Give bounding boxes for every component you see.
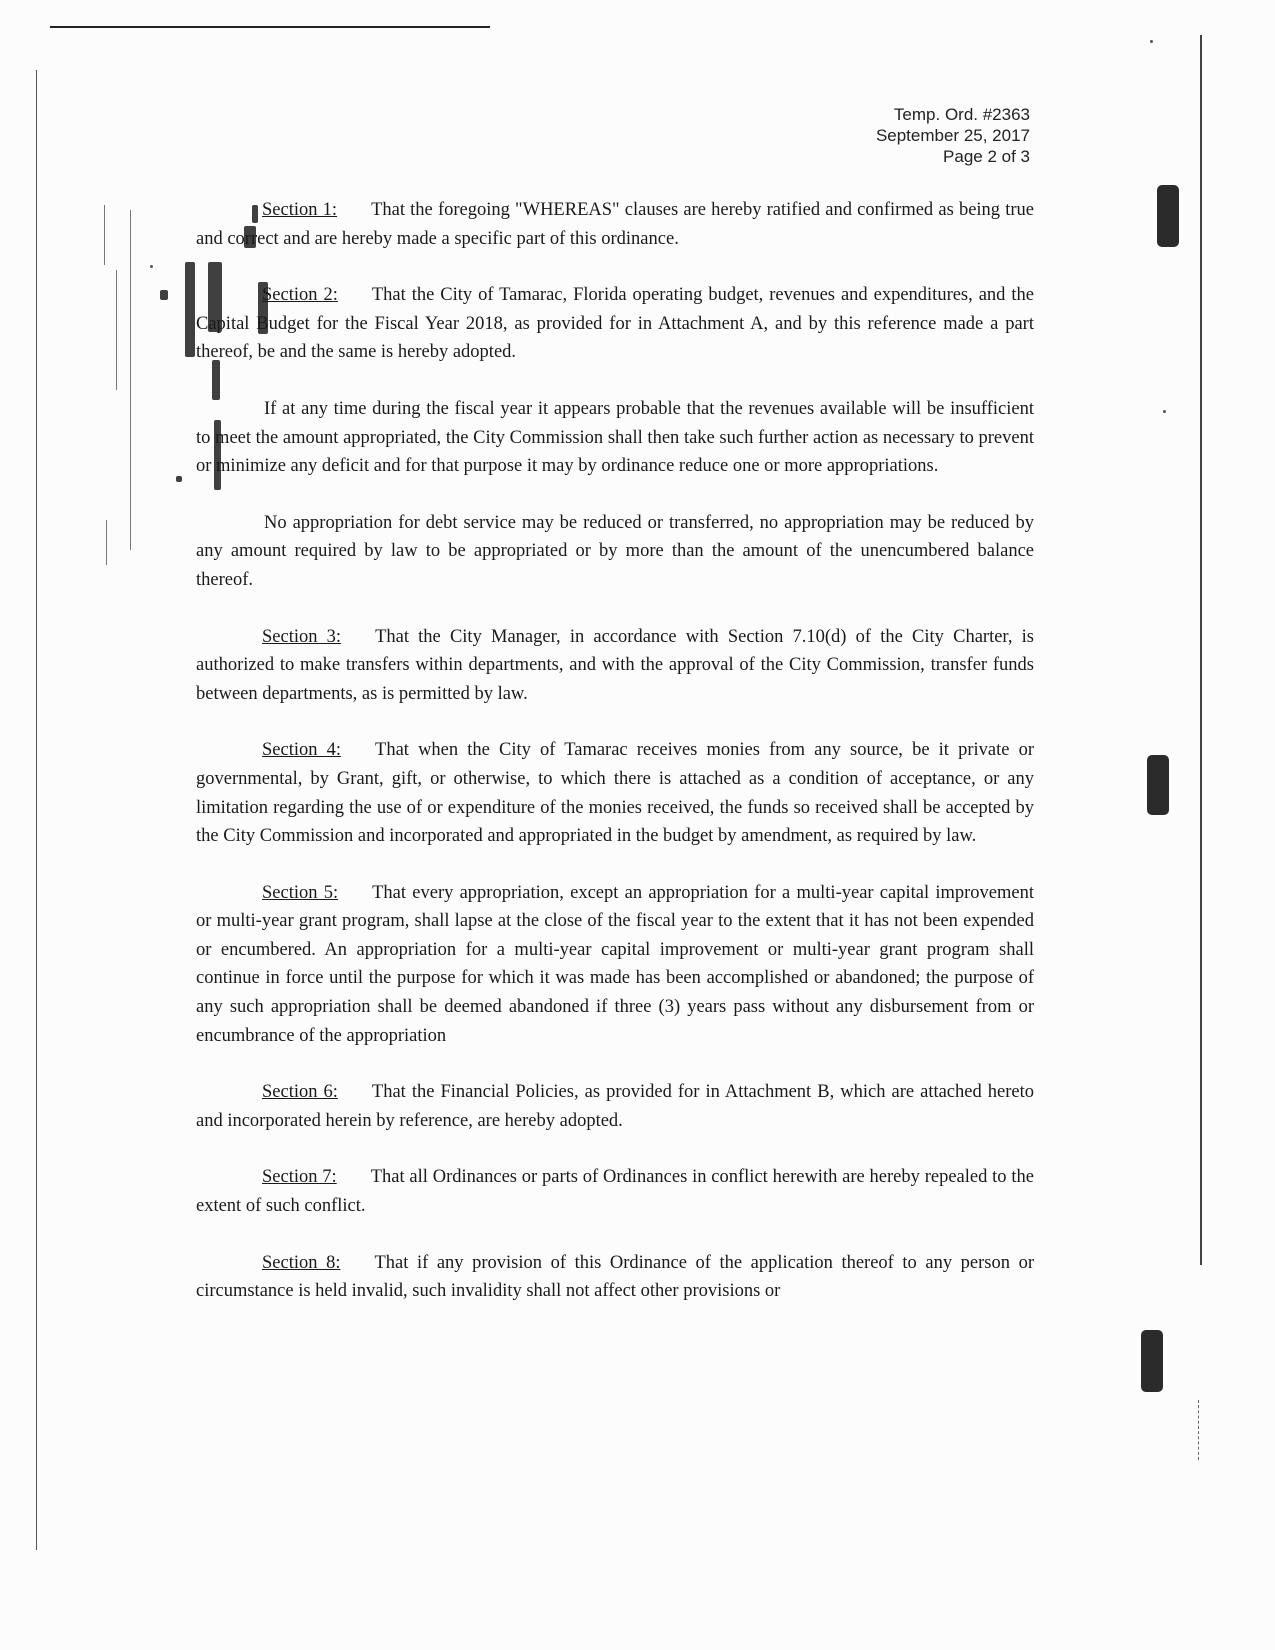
section-3 — [196, 623, 1034, 709]
document-header — [876, 104, 1030, 167]
scan-speck — [150, 265, 153, 268]
section-text: That the foregoing "WHEREAS" clauses are hereby ratified and confirmed as being true and correct and are hereby made a specific part of this ordinance. — [196, 200, 1034, 249]
binder-tab-top — [1157, 185, 1179, 247]
section-label: Section 7: — [262, 1167, 337, 1188]
section-text: That when the City of Tamarac receives monies from any source, be it private or governmental, by Grant, gift, or otherwise, to which there is attached as a condition of acceptance, or any limitation regarding the use of or expenditure of the monies received, the funds so received shall be accepted by the City Commission and incorporated and appropriated in the budget by amendment, as required by law. — [196, 740, 1034, 847]
ordinance-number: Temp. Ord. #2363 — [893, 105, 1030, 124]
section-8 — [196, 1249, 1034, 1306]
scan-smudge — [176, 476, 182, 482]
section-text: That all Ordinances or parts of Ordinances in conflict herewith are hereby repealed to the extent of such conflict. — [196, 1167, 1034, 1217]
section-6 — [196, 1078, 1034, 1135]
section-label: Section 5: — [262, 882, 339, 903]
binder-tab-bottom — [1141, 1330, 1163, 1392]
section-label: Section 2: — [262, 285, 338, 306]
section-text: That the City of Tamarac, Florida operating budget, revenues and expenditures, and the Capital Budget for the Fiscal Year 2018, as provided for in Attachment A, and by this reference made a part thereof, be and the same is hereby adopted. — [196, 285, 1034, 363]
paragraph-text: If at any time during the fiscal year it appears probable that the revenues available will be insufficient to meet the amount appropriated, the City Commission shall then take such further action as necessary to prevent or minimize any deficit and for that purpose it may by ordinance reduce one or more appropriations. — [196, 398, 1034, 477]
ordinance-date: September 25, 2017 — [875, 126, 1030, 145]
section-text: That every appropriation, except an appropriation for a multi-year capital improvement or multi-year grant program, shall lapse at the close of the fiscal year to the extent that it has not been expended or encumbered. An appropriation for a multi-year capital improvement or multi-year grant program shall continue in force until the purpose for which it was made has been accomplished or abandoned; the purpose of any such appropriation shall be deemed abandoned if three (3) years pass without any disbursement from or encumbrance of the appropriation — [196, 882, 1034, 1046]
section-label: Section 1: — [262, 200, 338, 220]
scan-top-rule — [50, 26, 490, 28]
section-2-paragraph-3 — [196, 509, 1034, 595]
section-text: That if any provision of this Ordinance of the application thereof to any person or circumstance is held invalid, such invalidity shall not affect other provisions or — [196, 1252, 1034, 1302]
scan-mark — [104, 205, 105, 265]
scan-mark — [106, 520, 107, 565]
page-number: Page 2 of 3 — [943, 147, 1030, 166]
scan-right-edge — [1200, 35, 1202, 1265]
scan-speck — [1150, 40, 1153, 43]
section-5 — [196, 879, 1034, 1051]
section-label: Section 6: — [262, 1082, 338, 1103]
scan-smudge — [160, 290, 168, 300]
document-body — [196, 196, 1034, 1334]
paragraph-text: No appropriation for debt service may be reduced or transferred, no appropriation may be reduced by any amount required by law to be appropriated or by more than the amount of the unencumbered balance thereof. — [196, 512, 1034, 590]
section-text: That the City Manager, in accordance with Section 7.10(d) of the City Charter, is authorized to make transfers within departments, and with the approval of the City Commission, transfer funds between departments, as is permitted by law. — [196, 626, 1034, 704]
scan-right-dash — [1198, 1400, 1200, 1460]
section-2 — [196, 281, 1034, 367]
section-label: Section 4: — [262, 740, 342, 761]
scan-mark — [130, 210, 131, 550]
scan-mark — [116, 270, 117, 390]
scan-smudge — [185, 262, 195, 357]
section-1 — [196, 196, 1034, 253]
scan-speck — [1163, 410, 1166, 413]
section-text: That the Financial Policies, as provided for in Attachment B, which are attached hereto and incorporated herein by reference, are hereby adopted. — [196, 1082, 1034, 1131]
section-2-paragraph-2 — [196, 395, 1034, 481]
scan-left-edge — [36, 70, 37, 1550]
section-7 — [196, 1163, 1034, 1220]
binder-tab-middle — [1147, 755, 1169, 815]
section-label: Section 3: — [262, 626, 342, 647]
section-4 — [196, 736, 1034, 850]
section-label: Section 8: — [262, 1252, 341, 1273]
